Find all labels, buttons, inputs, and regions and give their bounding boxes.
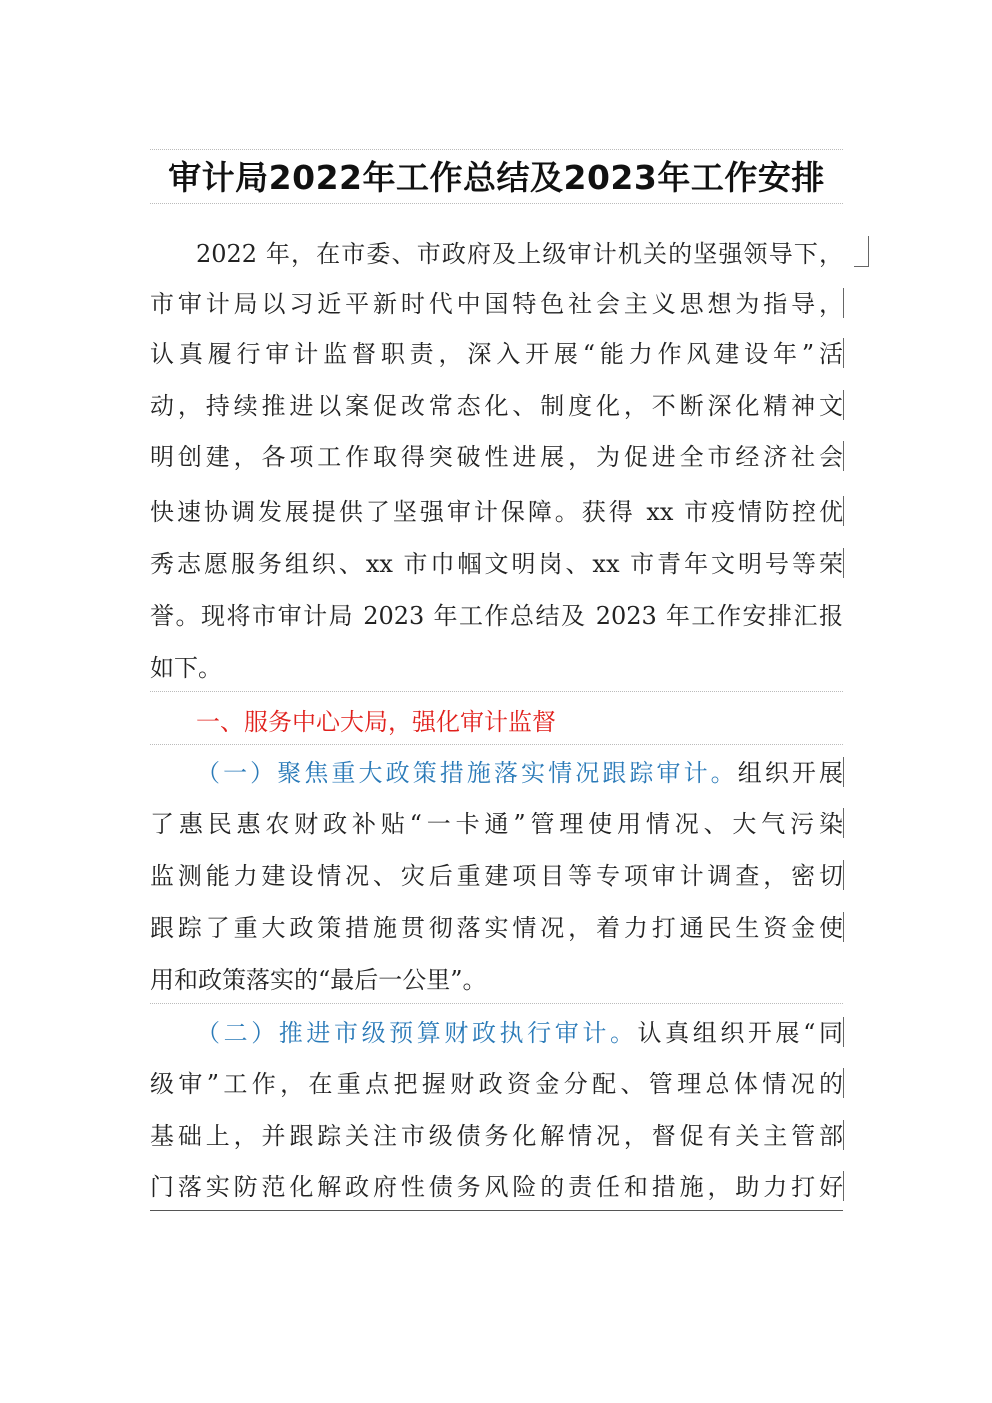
sub2-first-line	[150, 1017, 843, 1049]
margin-bar	[843, 808, 844, 838]
margin-bar	[843, 757, 844, 787]
intro-line-3: 认真履行审计监督职责，深入开展“能力作风建设年”活	[150, 340, 843, 368]
sub1-bottom-rule	[150, 1003, 843, 1004]
sub1-line-3: 监测能力建设情况、灾后重建项目等专项审计调查，密切	[150, 862, 843, 890]
margin-bar	[843, 1120, 844, 1150]
intro-line-8: 誉。现将市审计局 2023 年工作总结及 2023 年工作安排汇报	[150, 602, 843, 630]
sub1-first-line	[150, 757, 843, 789]
sub1-line-5: 用和政策落实的“最后一公里”。	[150, 966, 487, 994]
intro-line-4: 动，持续推进以案促改常态化、制度化，不断深化精神文	[150, 392, 843, 420]
sub1-heading: （一）聚焦重大政策措施落实情况跟踪审计。	[196, 759, 738, 787]
intro-line-6: 快速协调发展提供了坚强审计保障。获得 xx 市疫情防控优	[150, 498, 843, 526]
margin-bar	[843, 912, 844, 942]
margin-bar	[843, 496, 844, 526]
sub2-heading: （二）推进市级预算财政执行审计。	[196, 1019, 638, 1047]
margin-bar	[843, 1068, 844, 1098]
intro-line-9: 如下。	[150, 654, 222, 682]
margin-bar	[843, 288, 844, 318]
intro-line-5: 明创建，各项工作取得突破性进展，为促进全市经济社会	[150, 443, 843, 471]
sub2-line-3: 基础上，并跟踪关注市级债务化解情况，督促有关主管部	[150, 1122, 843, 1150]
section-heading-rule	[150, 744, 843, 745]
intro-line-7: 秀志愿服务组织、xx 市巾帼文明岗、xx 市青年文明号等荣	[150, 550, 843, 578]
margin-bar	[854, 266, 869, 267]
margin-bar	[843, 1017, 844, 1047]
sub1-line-2: 了惠民惠农财政补贴“一卡通”管理使用情况、大气污染	[150, 810, 843, 838]
margin-bar	[843, 1171, 844, 1201]
sub2-line-2: 级审”工作，在重点把握财政资金分配、管理总体情况的	[150, 1070, 843, 1098]
sub2-lead-text: 认真组织开展“同	[637, 1019, 843, 1047]
title-top-rule	[150, 149, 843, 150]
margin-bar	[843, 441, 844, 471]
intro-line-1: 2022 年，在市委、市政府及上级审计机关的坚强领导下，	[196, 240, 843, 268]
section-heading-1: 一、服务中心大局，强化审计监督	[196, 708, 556, 736]
sub2-line-4: 门落实防范化解政府性债务风险的责任和措施，助力打好	[150, 1173, 843, 1201]
page-bottom-rule	[150, 1210, 843, 1211]
intro-line-2: 市审计局以习近平新时代中国特色社会主义思想为指导，	[150, 290, 843, 318]
margin-bar	[843, 338, 844, 368]
margin-bar	[843, 390, 844, 420]
sub1-lead-text: 组织开展	[737, 759, 844, 787]
margin-bar	[868, 236, 869, 266]
title-bottom-rule	[150, 203, 843, 204]
intro-bottom-rule	[150, 691, 843, 692]
margin-bar	[843, 860, 844, 890]
sub1-line-4: 跟踪了重大政策措施贯彻落实情况，着力打通民生资金使	[150, 914, 843, 942]
page-title: 审计局2022年工作总结及2023年工作安排	[168, 158, 825, 197]
margin-bar	[843, 548, 844, 578]
